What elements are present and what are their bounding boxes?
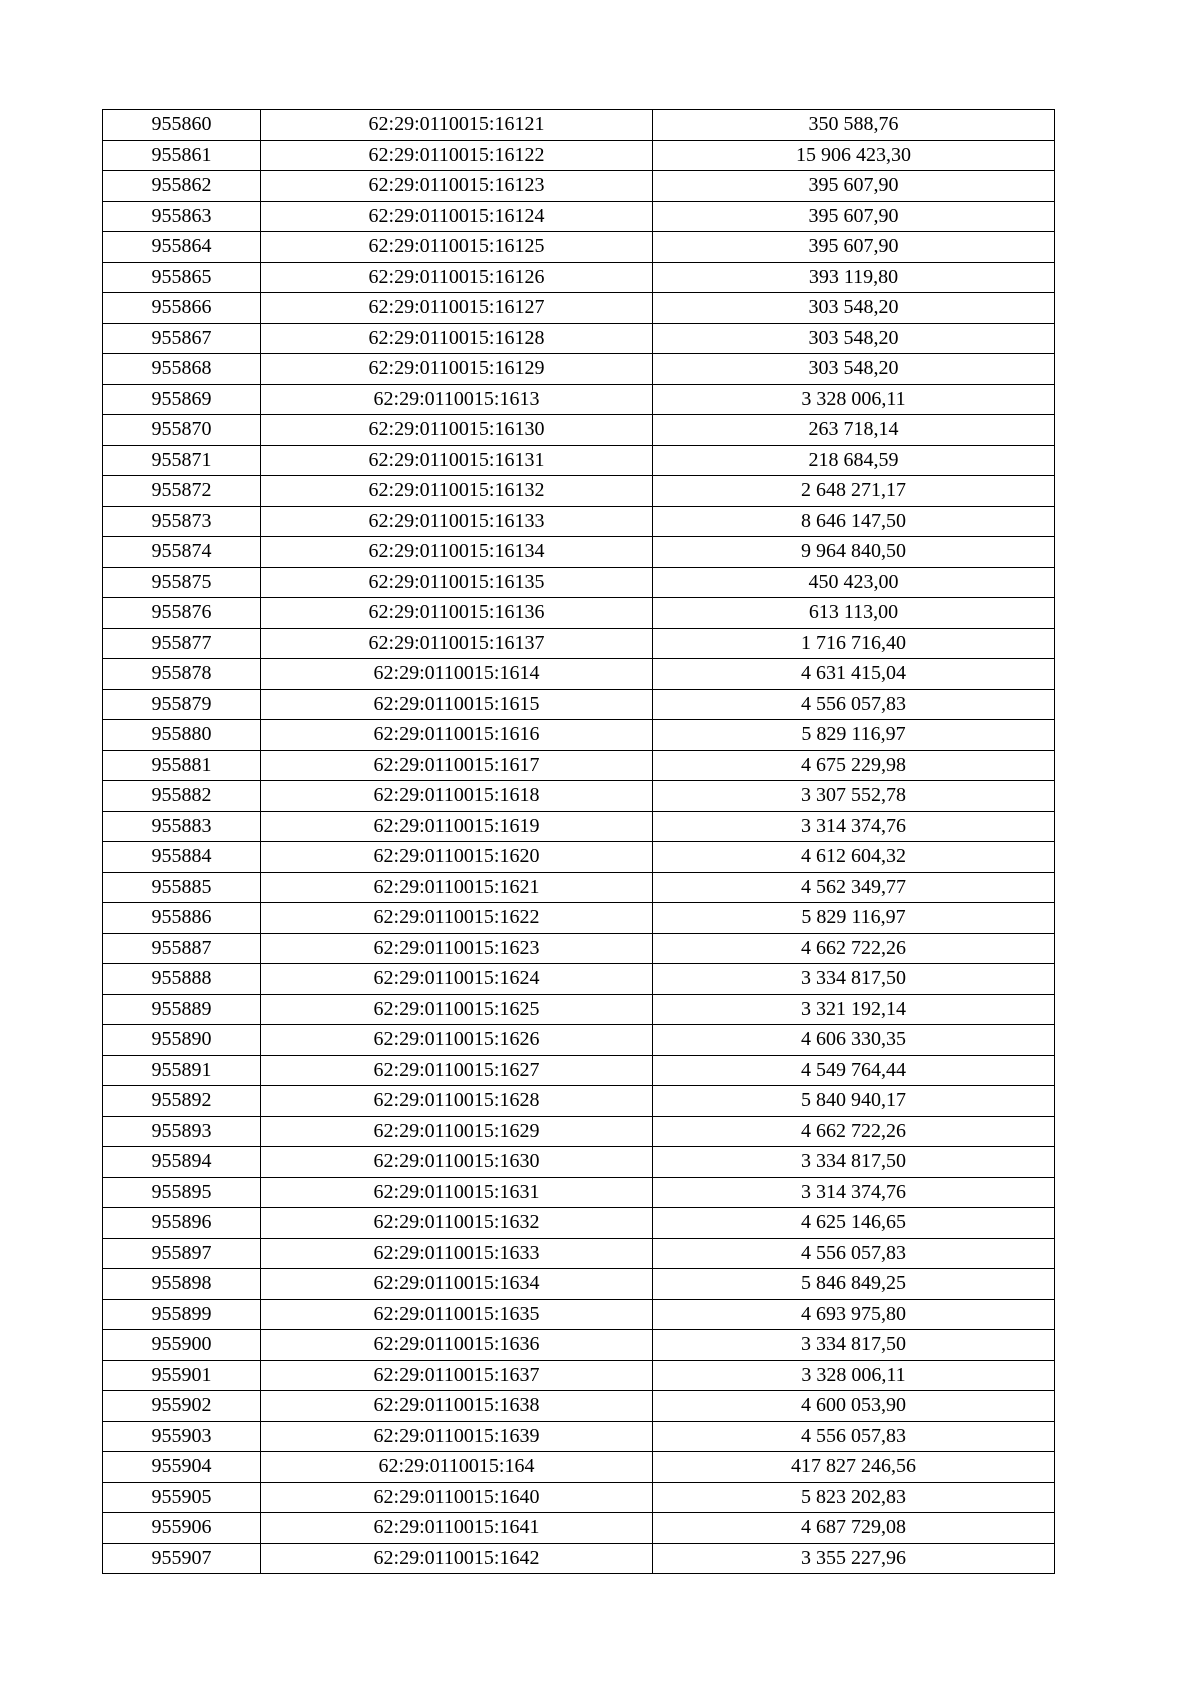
cadastral-value-cell: 4 606 330,35 <box>653 1025 1055 1056</box>
cadastral-number-cell: 62:29:0110015:1627 <box>261 1055 653 1086</box>
cadastral-number-cell: 62:29:0110015:1635 <box>261 1299 653 1330</box>
row-number-cell: 955907 <box>103 1543 261 1574</box>
cadastral-value-cell: 3 328 006,11 <box>653 384 1055 415</box>
cadastral-number-cell: 62:29:0110015:1622 <box>261 903 653 934</box>
table-body <box>103 110 1055 1574</box>
cadastral-number-cell: 62:29:0110015:16122 <box>261 140 653 171</box>
cadastral-number-cell: 62:29:0110015:16125 <box>261 232 653 263</box>
table-row <box>103 201 1055 232</box>
cadastral-number-cell: 62:29:0110015:1625 <box>261 994 653 1025</box>
table-row <box>103 1360 1055 1391</box>
row-number-cell: 955872 <box>103 476 261 507</box>
cadastral-value-cell: 395 607,90 <box>653 171 1055 202</box>
cadastral-number-cell: 62:29:0110015:1640 <box>261 1482 653 1513</box>
cadastral-value-cell: 9 964 840,50 <box>653 537 1055 568</box>
cadastral-number-cell: 62:29:0110015:16129 <box>261 354 653 385</box>
row-number-cell: 955898 <box>103 1269 261 1300</box>
cadastral-value-cell: 5 840 940,17 <box>653 1086 1055 1117</box>
cadastral-number-cell: 62:29:0110015:1614 <box>261 659 653 690</box>
row-number-cell: 955900 <box>103 1330 261 1361</box>
cadastral-value-cell: 3 334 817,50 <box>653 964 1055 995</box>
row-number-cell: 955906 <box>103 1513 261 1544</box>
table-row <box>103 1238 1055 1269</box>
row-number-cell: 955877 <box>103 628 261 659</box>
cadastral-value-cell: 4 562 349,77 <box>653 872 1055 903</box>
cadastral-value-cell: 4 687 729,08 <box>653 1513 1055 1544</box>
cadastral-value-cell: 3 314 374,76 <box>653 811 1055 842</box>
table-row <box>103 110 1055 141</box>
cadastral-value-cell: 4 662 722,26 <box>653 933 1055 964</box>
cadastral-value-cell: 5 823 202,83 <box>653 1482 1055 1513</box>
table-row <box>103 1421 1055 1452</box>
cadastral-value-cell: 4 556 057,83 <box>653 689 1055 720</box>
row-number-cell: 955896 <box>103 1208 261 1239</box>
table-row <box>103 994 1055 1025</box>
cadastral-value-cell: 3 334 817,50 <box>653 1330 1055 1361</box>
cadastral-value-cell: 2 648 271,17 <box>653 476 1055 507</box>
cadastral-number-cell: 62:29:0110015:1623 <box>261 933 653 964</box>
table-row <box>103 415 1055 446</box>
cadastral-number-cell: 62:29:0110015:1630 <box>261 1147 653 1178</box>
table-row <box>103 1055 1055 1086</box>
cadastral-value-cell: 393 119,80 <box>653 262 1055 293</box>
table-row <box>103 537 1055 568</box>
row-number-cell: 955892 <box>103 1086 261 1117</box>
row-number-cell: 955880 <box>103 720 261 751</box>
row-number-cell: 955890 <box>103 1025 261 1056</box>
cadastral-value-cell: 218 684,59 <box>653 445 1055 476</box>
row-number-cell: 955870 <box>103 415 261 446</box>
cadastral-number-cell: 62:29:0110015:1626 <box>261 1025 653 1056</box>
table-row <box>103 1025 1055 1056</box>
cadastral-value-cell: 4 556 057,83 <box>653 1238 1055 1269</box>
row-number-cell: 955873 <box>103 506 261 537</box>
cadastral-value-cell: 4 693 975,80 <box>653 1299 1055 1330</box>
row-number-cell: 955876 <box>103 598 261 629</box>
cadastral-number-cell: 62:29:0110015:1637 <box>261 1360 653 1391</box>
cadastral-value-cell: 15 906 423,30 <box>653 140 1055 171</box>
cadastral-number-cell: 62:29:0110015:1642 <box>261 1543 653 1574</box>
row-number-cell: 955884 <box>103 842 261 873</box>
row-number-cell: 955862 <box>103 171 261 202</box>
cadastral-value-cell: 4 675 229,98 <box>653 750 1055 781</box>
table-row <box>103 659 1055 690</box>
cadastral-number-cell: 62:29:0110015:16121 <box>261 110 653 141</box>
table-row <box>103 842 1055 873</box>
table-row <box>103 1391 1055 1422</box>
table-row <box>103 1116 1055 1147</box>
cadastral-number-cell: 62:29:0110015:1632 <box>261 1208 653 1239</box>
cadastral-value-cell: 395 607,90 <box>653 232 1055 263</box>
cadastral-value-cell: 5 829 116,97 <box>653 903 1055 934</box>
row-number-cell: 955878 <box>103 659 261 690</box>
cadastral-value-cell: 395 607,90 <box>653 201 1055 232</box>
row-number-cell: 955863 <box>103 201 261 232</box>
cadastral-value-cell: 4 556 057,83 <box>653 1421 1055 1452</box>
table-row <box>103 1543 1055 1574</box>
row-number-cell: 955886 <box>103 903 261 934</box>
row-number-cell: 955882 <box>103 781 261 812</box>
cadastral-number-cell: 62:29:0110015:16127 <box>261 293 653 324</box>
row-number-cell: 955904 <box>103 1452 261 1483</box>
row-number-cell: 955866 <box>103 293 261 324</box>
table-row <box>103 1299 1055 1330</box>
table-row <box>103 262 1055 293</box>
cadastral-number-cell: 62:29:0110015:16124 <box>261 201 653 232</box>
cadastral-value-cell: 4 662 722,26 <box>653 1116 1055 1147</box>
table-row <box>103 293 1055 324</box>
table-row <box>103 1177 1055 1208</box>
cadastral-number-cell: 62:29:0110015:16133 <box>261 506 653 537</box>
row-number-cell: 955887 <box>103 933 261 964</box>
cadastral-number-cell: 62:29:0110015:16135 <box>261 567 653 598</box>
row-number-cell: 955885 <box>103 872 261 903</box>
cadastral-number-cell: 62:29:0110015:1624 <box>261 964 653 995</box>
cadastral-value-cell: 4 631 415,04 <box>653 659 1055 690</box>
cadastral-value-cell: 350 588,76 <box>653 110 1055 141</box>
table-row <box>103 323 1055 354</box>
cadastral-number-cell: 62:29:0110015:1638 <box>261 1391 653 1422</box>
cadastral-number-cell: 62:29:0110015:1620 <box>261 842 653 873</box>
cadastral-number-cell: 62:29:0110015:1639 <box>261 1421 653 1452</box>
row-number-cell: 955867 <box>103 323 261 354</box>
table-row <box>103 872 1055 903</box>
cadastral-number-cell: 62:29:0110015:1629 <box>261 1116 653 1147</box>
table-row <box>103 506 1055 537</box>
table-row <box>103 140 1055 171</box>
cadastral-value-cell: 303 548,20 <box>653 354 1055 385</box>
row-number-cell: 955897 <box>103 1238 261 1269</box>
cadastral-number-cell: 62:29:0110015:1616 <box>261 720 653 751</box>
table-row <box>103 354 1055 385</box>
table-row <box>103 1452 1055 1483</box>
table-row <box>103 476 1055 507</box>
cadastral-value-cell: 3 328 006,11 <box>653 1360 1055 1391</box>
row-number-cell: 955889 <box>103 994 261 1025</box>
cadastral-number-cell: 62:29:0110015:1617 <box>261 750 653 781</box>
table-row <box>103 598 1055 629</box>
row-number-cell: 955864 <box>103 232 261 263</box>
table-row <box>103 1147 1055 1178</box>
cadastral-number-cell: 62:29:0110015:1613 <box>261 384 653 415</box>
cadastral-value-cell: 1 716 716,40 <box>653 628 1055 659</box>
cadastral-value-cell: 303 548,20 <box>653 323 1055 354</box>
cadastral-value-cell: 4 549 764,44 <box>653 1055 1055 1086</box>
table-row <box>103 628 1055 659</box>
table-row <box>103 1482 1055 1513</box>
table-row <box>103 903 1055 934</box>
cadastral-value-cell: 4 612 604,32 <box>653 842 1055 873</box>
row-number-cell: 955895 <box>103 1177 261 1208</box>
table-row <box>103 232 1055 263</box>
row-number-cell: 955888 <box>103 964 261 995</box>
cadastral-value-cell: 417 827 246,56 <box>653 1452 1055 1483</box>
table-row <box>103 964 1055 995</box>
row-number-cell: 955874 <box>103 537 261 568</box>
cadastral-value-cell: 3 334 817,50 <box>653 1147 1055 1178</box>
row-number-cell: 955875 <box>103 567 261 598</box>
cadastral-value-cell: 3 321 192,14 <box>653 994 1055 1025</box>
cadastral-number-cell: 62:29:0110015:164 <box>261 1452 653 1483</box>
row-number-cell: 955902 <box>103 1391 261 1422</box>
cadastral-value-cell: 8 646 147,50 <box>653 506 1055 537</box>
row-number-cell: 955883 <box>103 811 261 842</box>
row-number-cell: 955891 <box>103 1055 261 1086</box>
cadastral-number-cell: 62:29:0110015:16137 <box>261 628 653 659</box>
cadastral-value-table <box>102 109 1055 1574</box>
cadastral-number-cell: 62:29:0110015:16131 <box>261 445 653 476</box>
cadastral-value-cell: 450 423,00 <box>653 567 1055 598</box>
row-number-cell: 955860 <box>103 110 261 141</box>
table-row <box>103 171 1055 202</box>
cadastral-value-cell: 4 600 053,90 <box>653 1391 1055 1422</box>
row-number-cell: 955905 <box>103 1482 261 1513</box>
cadastral-number-cell: 62:29:0110015:16130 <box>261 415 653 446</box>
row-number-cell: 955869 <box>103 384 261 415</box>
row-number-cell: 955903 <box>103 1421 261 1452</box>
table-row <box>103 720 1055 751</box>
row-number-cell: 955865 <box>103 262 261 293</box>
cadastral-number-cell: 62:29:0110015:16132 <box>261 476 653 507</box>
row-number-cell: 955881 <box>103 750 261 781</box>
table-row <box>103 933 1055 964</box>
cadastral-value-cell: 3 355 227,96 <box>653 1543 1055 1574</box>
cadastral-value-cell: 4 625 146,65 <box>653 1208 1055 1239</box>
cadastral-number-cell: 62:29:0110015:1641 <box>261 1513 653 1544</box>
table-row <box>103 1269 1055 1300</box>
table-row <box>103 781 1055 812</box>
table-row <box>103 689 1055 720</box>
cadastral-number-cell: 62:29:0110015:1633 <box>261 1238 653 1269</box>
cadastral-number-cell: 62:29:0110015:16123 <box>261 171 653 202</box>
row-number-cell: 955899 <box>103 1299 261 1330</box>
row-number-cell: 955901 <box>103 1360 261 1391</box>
cadastral-value-cell: 5 846 849,25 <box>653 1269 1055 1300</box>
row-number-cell: 955871 <box>103 445 261 476</box>
table-row <box>103 567 1055 598</box>
row-number-cell: 955894 <box>103 1147 261 1178</box>
cadastral-number-cell: 62:29:0110015:16136 <box>261 598 653 629</box>
table-row <box>103 750 1055 781</box>
table-row <box>103 1208 1055 1239</box>
table-row <box>103 384 1055 415</box>
table-row <box>103 811 1055 842</box>
table-row <box>103 1330 1055 1361</box>
cadastral-number-cell: 62:29:0110015:1631 <box>261 1177 653 1208</box>
cadastral-number-cell: 62:29:0110015:1634 <box>261 1269 653 1300</box>
row-number-cell: 955861 <box>103 140 261 171</box>
cadastral-value-cell: 303 548,20 <box>653 293 1055 324</box>
cadastral-value-cell: 3 314 374,76 <box>653 1177 1055 1208</box>
table-row <box>103 445 1055 476</box>
row-number-cell: 955879 <box>103 689 261 720</box>
cadastral-value-cell: 3 307 552,78 <box>653 781 1055 812</box>
row-number-cell: 955893 <box>103 1116 261 1147</box>
cadastral-number-cell: 62:29:0110015:16128 <box>261 323 653 354</box>
cadastral-value-cell: 263 718,14 <box>653 415 1055 446</box>
cadastral-value-cell: 613 113,00 <box>653 598 1055 629</box>
table-row <box>103 1086 1055 1117</box>
cadastral-value-cell: 5 829 116,97 <box>653 720 1055 751</box>
cadastral-number-cell: 62:29:0110015:1636 <box>261 1330 653 1361</box>
cadastral-number-cell: 62:29:0110015:1621 <box>261 872 653 903</box>
cadastral-number-cell: 62:29:0110015:16134 <box>261 537 653 568</box>
cadastral-number-cell: 62:29:0110015:16126 <box>261 262 653 293</box>
cadastral-number-cell: 62:29:0110015:1628 <box>261 1086 653 1117</box>
cadastral-number-cell: 62:29:0110015:1618 <box>261 781 653 812</box>
cadastral-number-cell: 62:29:0110015:1619 <box>261 811 653 842</box>
table-row <box>103 1513 1055 1544</box>
cadastral-number-cell: 62:29:0110015:1615 <box>261 689 653 720</box>
row-number-cell: 955868 <box>103 354 261 385</box>
